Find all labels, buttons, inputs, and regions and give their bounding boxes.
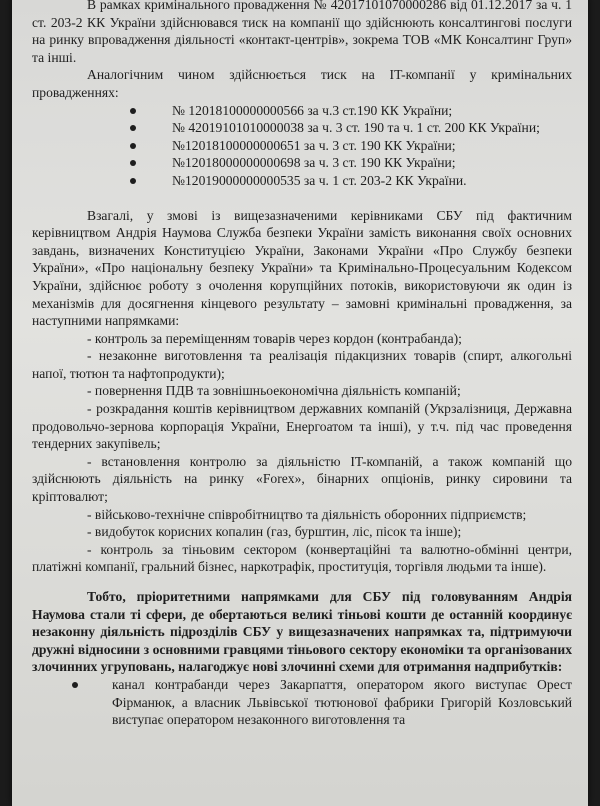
- direction-item: - розкрадання коштів керівництвом державних компаній (Укрзалізниця, Державна продовольчо-зернова корпорація України, Енергоатом та інші), у т.ч. під час проведення тендерних закупівель;: [32, 401, 572, 452]
- case-item: № 42019101010000038 за ч. 3 ст. 190 та ч. 1 ст. 200 КК України;: [160, 119, 572, 137]
- scheme-item: канал контрабанди через Закарпаття, оператором якого виступає Орест Фірманюк, а власник Львівської тютюнової фабрики Григорій Козловський виступає оператором незаконного виготовлення та: [112, 676, 572, 728]
- direction-item: - контроль за тіньовим сектором (конвертаційні та валютно-обмінні центри, платіжні компанії, гральний бізнес, наркотрафік, проституція, торгівля людьми та інше).: [32, 541, 572, 575]
- case-item: №12018100000000651 за ч. 3 ст. 190 КК України;: [160, 137, 572, 155]
- case-item: №12018000000000698 за ч. 3 ст. 190 КК України;: [160, 154, 572, 172]
- case-item: №12019000000000535 за ч. 1 ст. 203-2 КК України.: [160, 172, 572, 190]
- directions-list: [32, 330, 572, 576]
- direction-item: - військово-технічне співробітництво та діяльність оборонних підприємств;: [87, 506, 527, 522]
- direction-item: - незаконне виготовлення та реалізація підакцизних товарів (спирт, алкогольні напої, тютюн та нафтопродукти);: [32, 348, 572, 381]
- direction-item: - видобуток корисних копалин (газ, бурштин, ліс, пісок та інше);: [87, 524, 462, 540]
- schemes-list: [32, 676, 572, 729]
- direction-item: - контроль за переміщенням товарів через кордон (контрабанда);: [87, 330, 462, 346]
- case-item: № 12018100000000566 за ч.3 ст.190 КК України;: [160, 102, 572, 120]
- intro-paragraph: В рамках кримінального провадження № 42017101070000286 від 01.12.2017 за ч. 1 ст. 203-2 КК України здійснювався тиск на компанії що здійснюють консалтингові послуги на ринку впровадження діяльності «контакт-центрів», зокрема ТОВ «МК Консалтинг Груп» та інші.: [32, 0, 572, 65]
- direction-item: - встановлення контролю за діяльністю IT-компаній, а також компаній що здійснюють діяльність на ринку «Forex», бінарних опціонів, ринку сировини та кріптовалют;: [32, 453, 572, 505]
- spacer: [32, 576, 572, 588]
- direction-item: - повернення ПДВ та зовнішньоекономічна діяльність компаній;: [87, 383, 461, 399]
- document-body: [32, 0, 572, 729]
- paper-sheet: [12, 0, 588, 806]
- case-list: [32, 102, 572, 190]
- spacer: [32, 190, 572, 207]
- it-pressure-paragraph: Аналогічним чином здійснюється тиск на IT-компанії у кримінальних провадженнях:: [32, 67, 572, 100]
- general-paragraph: Взагалі, у змові із вищезазначеними керівниками СБУ під фактичним керівництвом Андрія Наумова Служба безпеки України замість виконання своїх основних завдань, визначених Конституцією України, Законами України «Про Службу безпеки України», «Про національну безпеку України» та Кримінально-Процесуальним Кодексом України, здійснює роботу з очолення корупційних потоків, використовуючи як один із механізмів для досягнення кінцевого результату – замовні кримінальні провадження, за наступними напрямками:: [32, 207, 572, 329]
- conclusion-paragraph: Тобто, пріоритетними напрямками для СБУ під головуванням Андрія Наумова стали ті сфери, де обертаються великі тіньові кошти де останній координує незаконну діяльність підрозділів СБУ у вищезазначених напрямках та, підтримуючи дружні відносини з основними гравцями тіньового сектору економіки та організованих злочинних угруповань, налагоджує нові злочинні схеми для отримання надприбутків:: [32, 589, 572, 675]
